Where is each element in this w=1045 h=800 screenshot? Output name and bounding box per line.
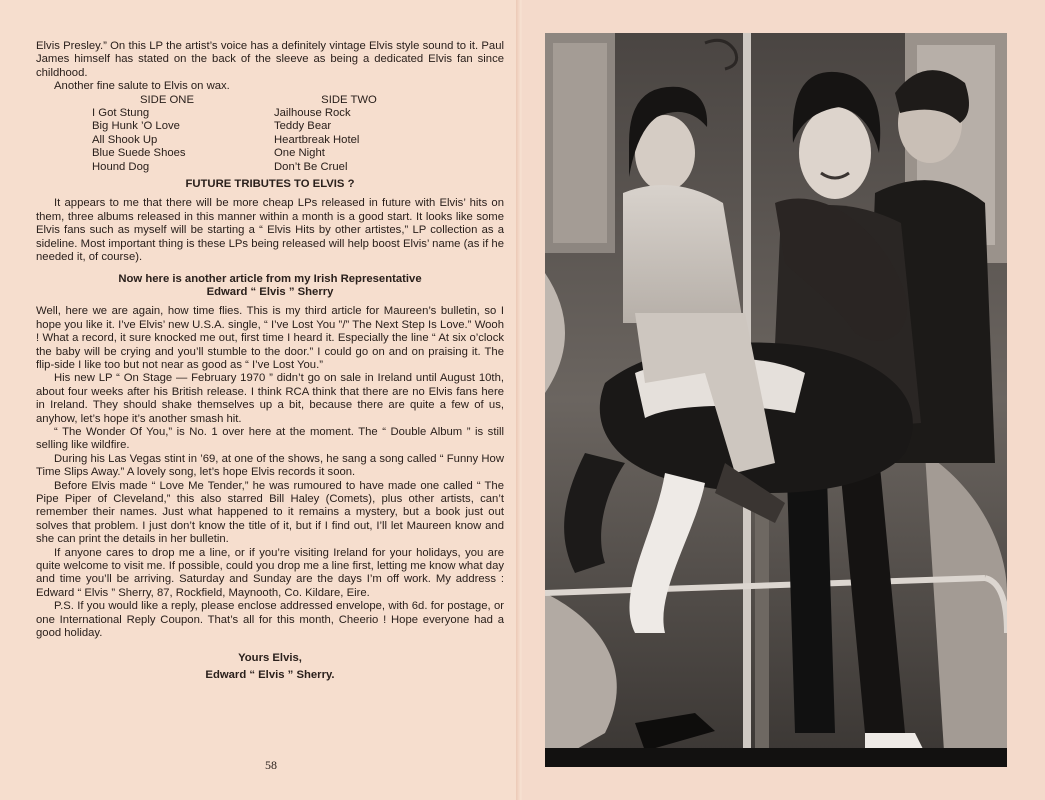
body-paragraph: During his Las Vegas stint in ’69, at one of the shows, he sang a song called “ Funny How Time Slips Away.” A lovely song, let’s hope Elvis records it soon. [36, 452, 504, 479]
irish-rep-heading-line1: Now here is another article from my Irish Representative [118, 272, 422, 285]
body-paragraph: His new LP “ On Stage — February 1970 ” didn’t go on sale in Ireland until August 10th, about four weeks after his British release. I think RCA think that there are no Elvis fans here in Ireland. They should shake themselves up a bit, because there are quite a few of us, anyhow, let’s hope it’s another smash hit. [36, 372, 504, 425]
track-item: One Night [274, 147, 325, 160]
body-paragraph: Before Elvis made “ Love Me Tender,” he was rumoured to have made one called “ The Pipe Piper of Cleveland,” this also starred Bill Haley (Comets), plus other artists, can’t remember their names. Just what happened to it remains a mystery, but a book just out solves that problem. I just don’t know the title of it, but if I find out, I’ll let Maureen know and she can print the details in her bulletin. [36, 479, 504, 546]
track-item: Teddy Bear [274, 120, 332, 133]
body-paragraph: “ The Wonder Of You,” is No. 1 over here at the moment. The “ Double Album ” is still selling like wildfire. [36, 425, 504, 452]
track-item: I Got Stung [92, 107, 150, 120]
future-paragraph: It appears to me that there will be more cheap LPs released in future with Elvis’ hits on them, three albums released in this manner within a month is a good start. It looks like some Elvis fans such as myself will be starting a “ Elvis Hits by other artistes,” LP collection as a sideline. Most important thing is these LPs being released will help boost Elvis’ name (as if he needed it, of course). [36, 197, 504, 264]
side-one-tracks [92, 107, 242, 174]
future-tributes-heading: FUTURE TRIBUTES TO ELVIS ? [185, 178, 355, 191]
carousel-photo-illustration [545, 33, 1007, 767]
left-page [0, 0, 522, 800]
page-number: 58 [265, 758, 277, 772]
irish-rep-heading-line2: Edward “ Elvis ” Sherry [206, 285, 334, 298]
signoff-line1: Yours Elvis, [238, 652, 302, 665]
track-item: Blue Suede Shoes [92, 147, 186, 160]
salute-line: Another fine salute to Elvis on wax. [54, 80, 230, 93]
track-item: Jailhouse Rock [274, 107, 351, 120]
track-item: Big Hunk ’O Love [92, 120, 180, 133]
article-body [36, 40, 504, 684]
signoff [36, 650, 504, 684]
body-paragraph: Well, here we are again, how time flies. This is my third article for Maureen’s bulletin, so I hope you like it. I’ve Elvis’ new U.S.A. single, “ I’ve Lost You ”/” The Next Step Is Love.” Wooh ! What a record, it sure knocked me out, first time I heard it. Especially the line “ At six o’clock the baby will be crying and you’ll stumble to the door.” I could go on and on praising it. The flip-side I like too but not near as good as “ I’ve Lost You.” [36, 305, 504, 371]
irish-rep-heading [36, 273, 504, 300]
track-item: Don’t Be Cruel [274, 160, 348, 173]
tracklist [36, 94, 504, 174]
intro-paragraph: Elvis Presley.” On this LP the artist’s voice has a definitely vintage Elvis style sound to it. Paul James himself has stated on the back of the sleeve as being a dedicated Elvis fan since childhood. [36, 40, 504, 79]
signoff-line2: Edward “ Elvis ” Sherry. [205, 669, 335, 682]
side-one-heading: SIDE ONE [140, 93, 194, 106]
carousel-photo [545, 33, 1007, 767]
track-item: Heartbreak Hotel [274, 133, 360, 146]
side-two-tracks [274, 107, 424, 174]
body-paragraph: P.S. If you would like a reply, please enclose addressed envelope, with 6d. for postage, or one International Reply Coupon. That’s all for this month, Cheerio ! Hope everyone had a good holiday. [36, 600, 504, 640]
side-two-heading: SIDE TWO [321, 93, 377, 106]
track-item: Hound Dog [92, 160, 150, 173]
body-paragraph: If anyone cares to drop me a line, or if you’re visiting Ireland for your holidays, you are quite welcome to visit me. If possible, could you drop me a line first, letting me know what day and time you’ll be arriving. Saturday and Sunday are the days I’m off work. My address : Edward “ Elvis ” Sherry, 87, Rockfield, Maynooth, Co. Kildare, Eire. [36, 546, 504, 599]
side-two [274, 94, 424, 174]
side-one [92, 94, 242, 174]
track-item: All Shook Up [92, 133, 158, 146]
